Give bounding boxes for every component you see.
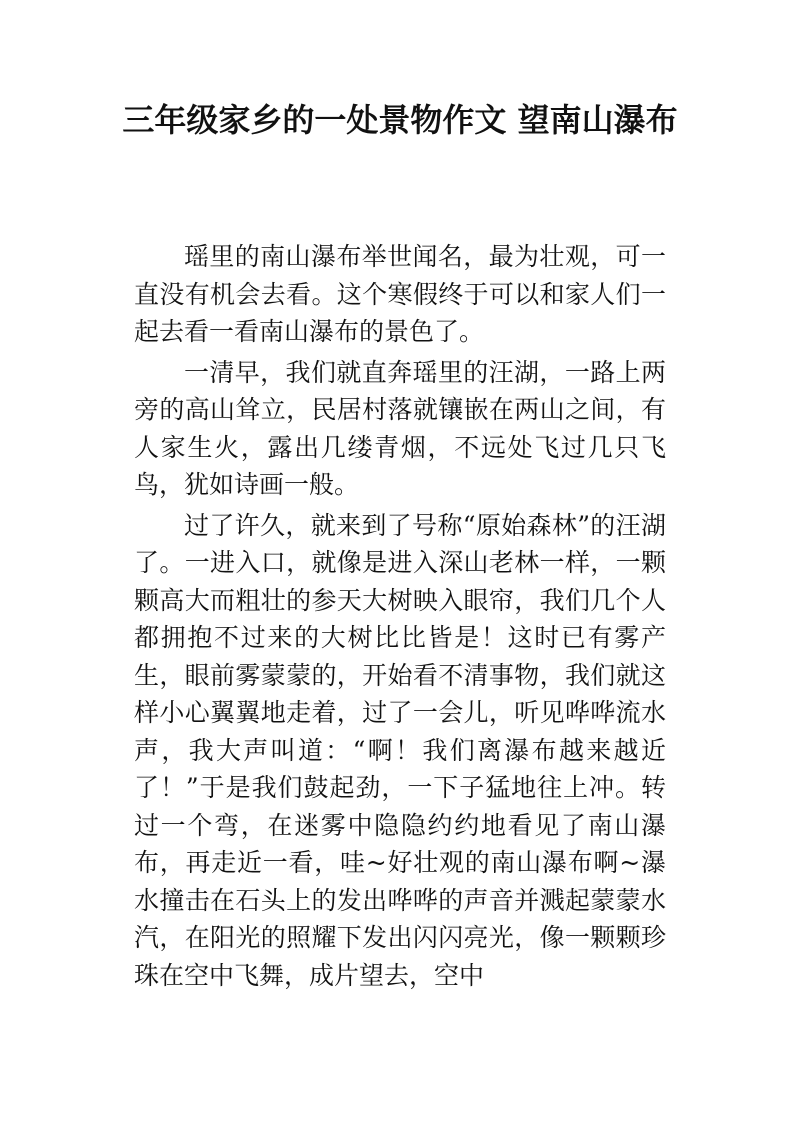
document-body	[134, 238, 666, 997]
paragraph-3: 过了许久，就来到了号称“原始森林”的汪湖了。一进入口，就像是进入深山老林一样，一颗颗高大而粗壮的参天大树映入眼帘，我们几个人都拥抱不过来的大树比比皆是！这时已有雾产生，眼前雾蒙蒙的，开始看不清事物，我们就这样小心翼翼地走着，过了一会儿，听见哗哗流水声，我大声叫道：“啊！我们离瀑布越来越近了！”于是我们鼓起劲，一下子猛地往上冲。转过一个弯，在迷雾中隐隐约约地看见了南山瀑布，再走近一看，哇~好壮观的南山瀑布啊~瀑水撞击在石头上的发出哗哗的声音并溅起蒙蒙水汽，在阳光的照耀下发出闪闪亮光，像一颗颗珍珠在空中飞舞，成片望去，空中	[134, 510, 666, 990]
paragraph-1: 瑶里的南山瀑布举世闻名，最为壮观，可一直没有机会去看。这个寒假终于可以和家人们一起去看一看南山瀑布的景色了。	[134, 242, 666, 346]
document-title: 三年级家乡的一处景物作文 望南山瀑布	[122, 101, 678, 139]
paragraph-2: 一清早，我们就直奔瑶里的汪湖，一路上两旁的高山耸立，民居村落就镶嵌在两山之间，有人家生火，露出几缕青烟，不远处飞过几只飞鸟，犹如诗画一般。	[134, 357, 666, 499]
